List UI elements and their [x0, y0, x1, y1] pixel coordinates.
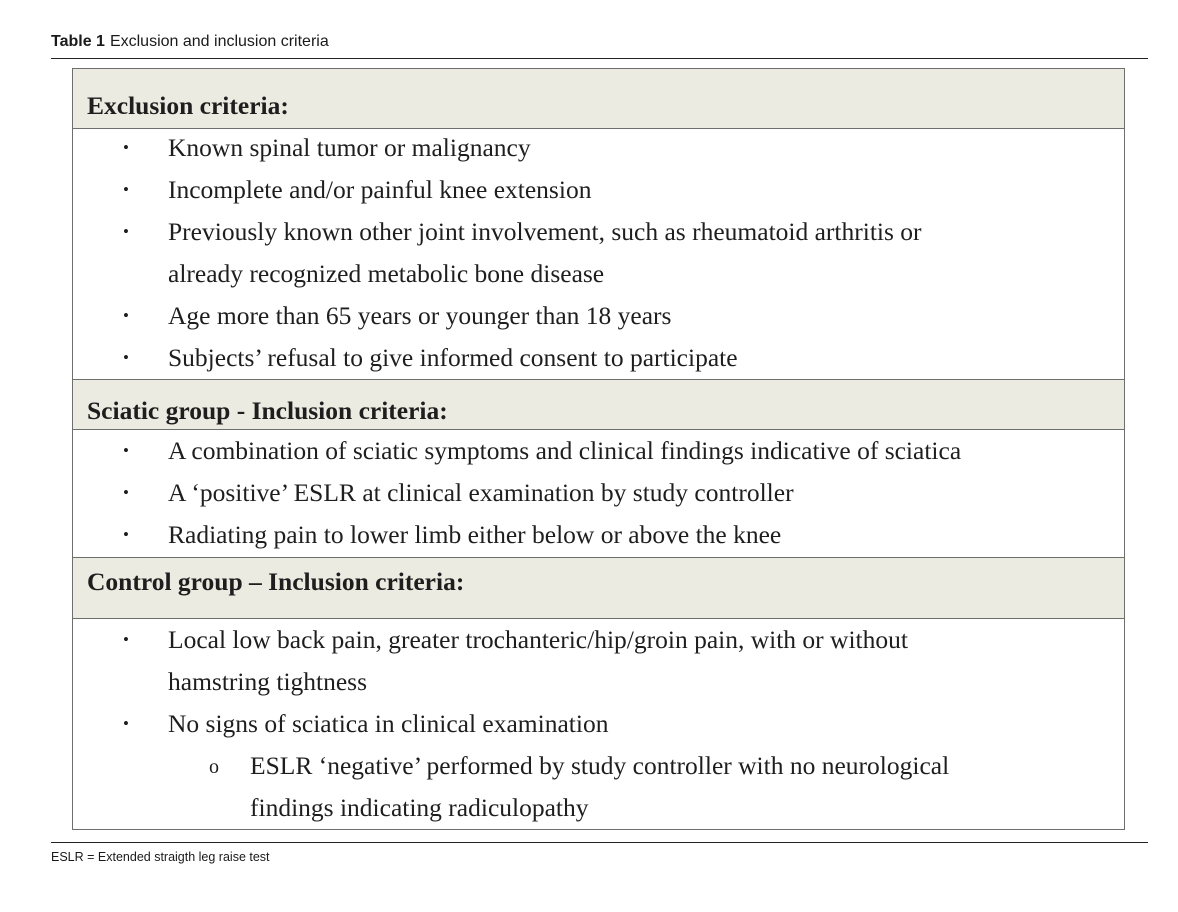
exclusion-item: Incomplete and/or painful knee extension [168, 175, 592, 204]
control-item-continuation: hamstring tightness [168, 667, 368, 696]
bottom-rule [51, 842, 1148, 843]
bullet-icon: • [123, 483, 129, 502]
bullet-icon: • [123, 306, 129, 325]
control-sub-item: ESLR ‘negative’ performed by study controller with no neurological [250, 751, 950, 780]
exclusion-heading: Exclusion criteria: [73, 69, 1124, 128]
control-item: No signs of sciatica in clinical examination [168, 709, 609, 738]
table-caption [51, 32, 329, 52]
bullet-icon: • [123, 138, 129, 157]
control-heading: Control group – Inclusion criteria: [73, 558, 1124, 618]
criteria-table [72, 68, 1125, 830]
exclusion-item: Known spinal tumor or malignancy [168, 133, 531, 162]
bullet-icon: • [123, 441, 129, 460]
bullet-icon: • [123, 714, 129, 733]
bullet-icon: • [123, 222, 129, 241]
control-item: Local low back pain, greater trochanteric/hip/groin pain, with or without [168, 625, 908, 654]
exclusion-item: Subjects’ refusal to give informed consent to participate [168, 343, 738, 372]
control-sub-item-continuation: findings indicating radiculopathy [250, 793, 589, 822]
sciatic-item: A combination of sciatic symptoms and clinical findings indicative of sciatica [168, 436, 962, 465]
sciatic-heading: Sciatic group - Inclusion criteria: [73, 380, 1124, 429]
bullet-icon: • [123, 630, 129, 649]
exclusion-item-continuation: already recognized metabolic bone disease [168, 259, 605, 288]
exclusion-item: Age more than 65 years or younger than 18 years [168, 301, 672, 330]
table-caption-text: Exclusion and inclusion criteria [109, 33, 329, 50]
top-rule [51, 58, 1148, 59]
sciatic-item: A ‘positive’ ESLR at clinical examination by study controller [168, 478, 794, 507]
table-footnote: ESLR = Extended straigth leg raise test [51, 850, 270, 864]
sub-bullet-icon: o [209, 756, 219, 778]
exclusion-item: Previously known other joint involvement, such as rheumatoid arthritis or [168, 217, 922, 246]
bullet-icon: • [123, 180, 129, 199]
sciatic-item: Radiating pain to lower limb either below or above the knee [168, 520, 782, 549]
bullet-icon: • [123, 348, 129, 367]
table-caption-label: Table 1 [51, 33, 105, 50]
bullet-icon: • [123, 525, 129, 544]
